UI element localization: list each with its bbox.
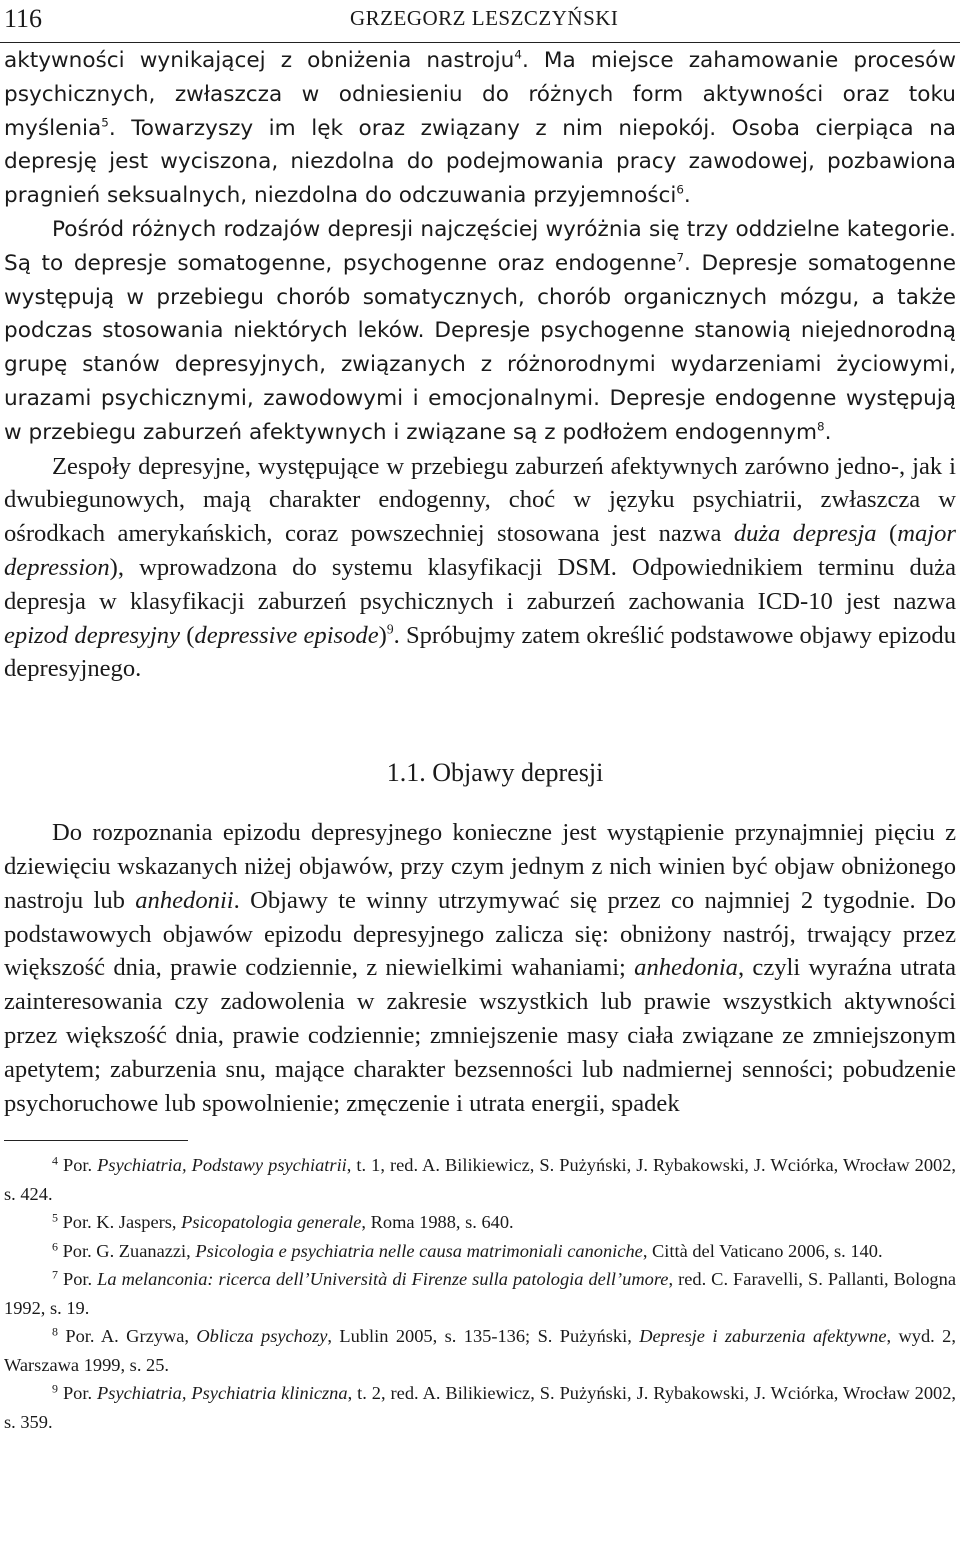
footnote-ref[interactable]: 6 (676, 182, 684, 197)
paragraph-1: aktywności wynikającej z obniżenia nastroju$^4$. Ma miejsce zahamowanie procesów psychicznych, zwłaszcza w odniesieniu do różnych form aktywności oraz toku myślenia$^5$. Towarzyszy im lęk oraz związany z nim niepokój. Osoba cierpiąca na depresję jest wyciszona, niezdolna do podejmowania pracy zawodowej, pozbawiona pragnień seksualnych, niezdolna do odczuwania przyjemności$^6$. (4, 47, 957, 209)
footnotes (4, 1151, 956, 1436)
page-body (4, 44, 956, 1436)
header-rule (0, 42, 960, 43)
footnote-6: $^6$ Por. G. Zuanazzi, Psicologia e psychiatria nelle causa matrimoniali canoniche, Città del Vaticano 2006, s. 140. (52, 1239, 883, 1261)
paragraph-3: Zespoły depresyjne, występujące w przebiegu zaburzeń afektywnych zarówno jedno-, jak i dwubiegunowych, mają charakter endogenny, choć w języku psychiatrii, zwłaszcza w ośrodkach amerykańskich, coraz powszechniej stosowana jest nazwa duża depresja (major depression), wprowadzona do systemu klasyfikacji DSM. Odpowiednikiem terminu duża depresja w klasyfikacji zaburzeń psychicznych i zaburzeń zachowania ICD-10 jest nazwa epizod depresyjny (depressive episode)$^9$. Spróbujmy zatem określić podstawowe objawy epizodu depresyjnego. (4, 452, 956, 683)
footnote-5: $^5$ Por. K. Jaspers, Psicopatologia generale, Roma 1988, s. 640. (52, 1210, 514, 1233)
footnote-ref[interactable]: 9 (386, 621, 394, 637)
footnote-ref[interactable]: 4 (514, 47, 522, 62)
footnote-ref[interactable]: 5 (101, 115, 109, 130)
page-header (0, 0, 960, 44)
footnote-4: $^4$ Por. Psychiatria, Podstawy psychiatrii, t. 1, red. A. Bilikiewicz, S. Pużyński, J. Rybakowski, J. Wciórka, Wrocław 2002, s. 424. (4, 1153, 957, 1204)
section-heading: 1.1. Objawy depresji (386, 758, 604, 788)
page-number: 116 (4, 4, 43, 33)
paragraph-4: Do rozpoznania epizodu depresyjnego konieczne jest wystąpienie przynajmniej pięciu z dziewięciu wskazanych niżej objawów, przy czym jednym z nich winien być objaw obniżonego nastroju lub anhedonii. Objawy te winny utrzymywać się przez co najmniej 2 tygodnie. Do podstawowych objawów epizodu depresyjnego zalicza się: obniżony nastrój, trwający przez większość dnia, prawie codziennie, z niewielkimi wahaniami; anhedonia, czyli wyraźna utrata zainteresowania czy zadowolenia w zakresie wszystkich lub prawie wszystkich aktywności przez większość dnia, prawie codziennie; zmniejszenie masy ciała związane ze zmniejszonym apetytem; zaburzenia snu, mające charakter bezsenności lub nadmiernej senności; pobudzenie psychoruchowe lub spowolnienie; zmęczenie i utrata energii, spadek (4, 819, 957, 1117)
running-head: GRZEGORZ LESZCZYŃSKI (350, 6, 619, 30)
footnote-rule (4, 1140, 188, 1141)
footnote-ref[interactable]: 8 (817, 419, 825, 434)
footnote-9: $^9$ Por. Psychiatria, Psychiatria kliniczna, t. 2, red. A. Bilikiewicz, S. Pużyński, J. Rybakowski, J. Wciórka, Wrocław 2002, s. 359. (4, 1381, 957, 1432)
footnote-8: $^8$ Por. A. Grzywa, Oblicza psychozy, Lublin 2005, s. 135-136; S. Pużyński, Depresje i zaburzenia afektywne, wyd. 2, Warszawa 1999, s. 25. (4, 1324, 956, 1375)
footnote-ref[interactable]: 7 (676, 250, 685, 265)
paragraph-2: Pośród różnych rodzajów depresji najczęściej wyróżnia się trzy oddzielne kategorie. Są to depresje somatogenne, psychogenne oraz endogenne$^7$. Depresje somatogenne występują w przebiegu chorób somatycznych, chorób organicznych mózgu, a także podczas stosowania niektórych leków. Depresje psychogenne stanowią niejednorodną grupę stanów depresyjnych, związanych z różnorodnymi wydarzeniami życiowymi, urazami psychicznymi, zawodowymi i emocjonalnymi. Depresje endogenne występują w przebiegu zaburzeń afektywnych i związane są z podłożem endogennym$^8$. (4, 216, 956, 445)
footnote-7: $^7$ Por. La melanconia: ricerca dell’Università di Firenze sulla patologia dell’umore, red. C. Faravelli, S. Pallanti, Bologna 1992, s. 19. (4, 1267, 956, 1318)
